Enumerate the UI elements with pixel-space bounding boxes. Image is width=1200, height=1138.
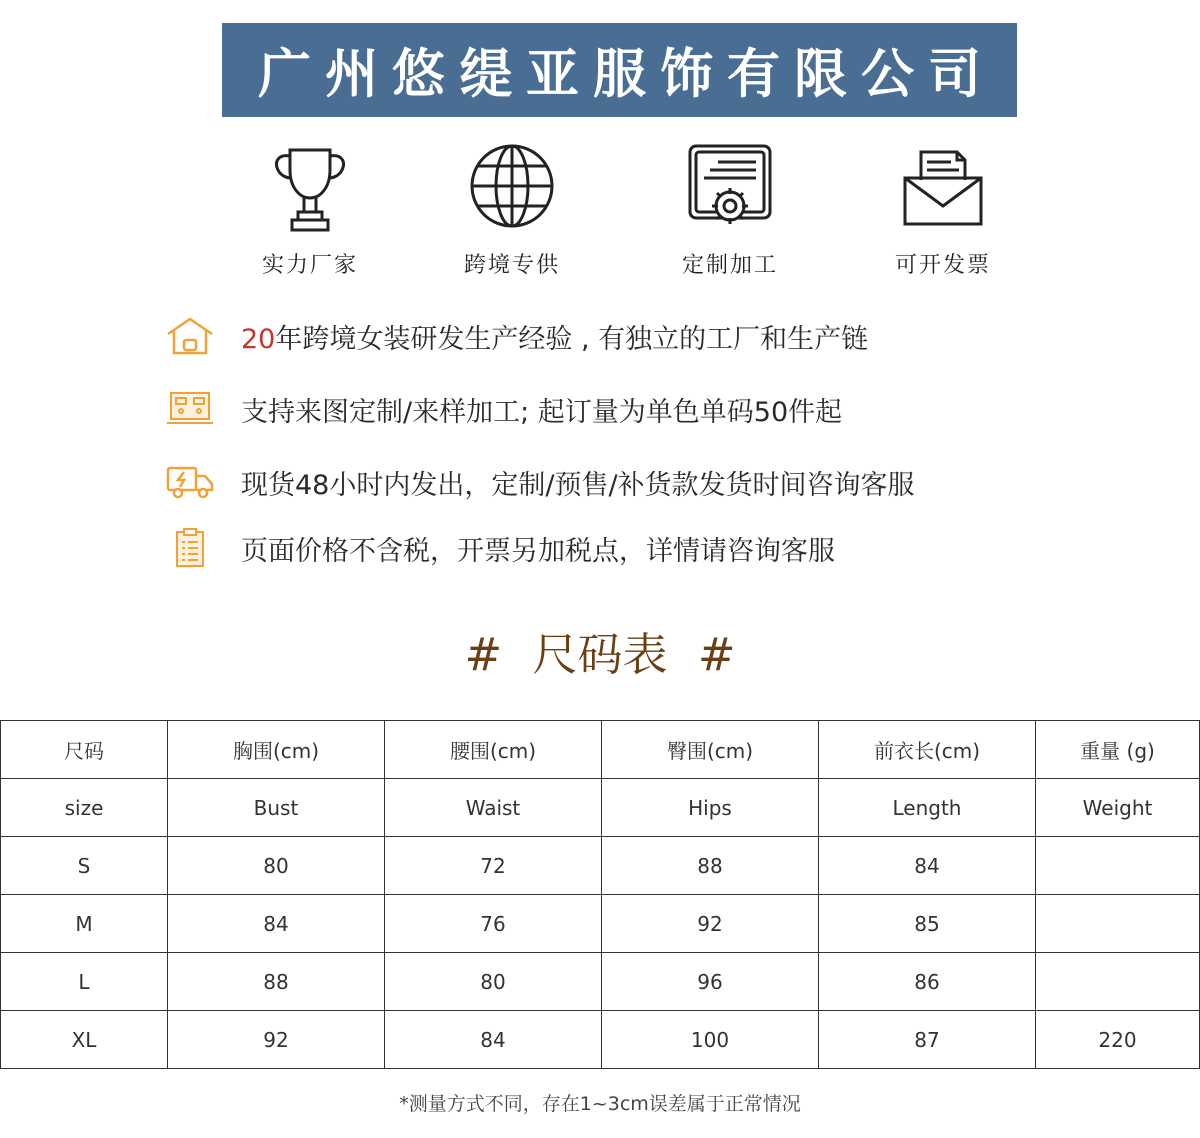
table-cell	[1036, 895, 1200, 953]
point-text: 20年跨境女装研发生产经验 , 有独立的工厂和生产链	[241, 323, 869, 355]
size-chart-title	[0, 618, 1200, 683]
feature-strength	[230, 140, 390, 278]
table-header-cell: 臀围(cm)	[602, 721, 819, 779]
table-cell: 86	[819, 953, 1036, 1011]
table-cell: S	[1, 837, 168, 895]
company-banner	[222, 23, 1017, 117]
certificate-gear-icon	[680, 140, 780, 240]
size-table	[0, 720, 1200, 1069]
point-tax	[165, 526, 835, 570]
point-shipping	[165, 460, 915, 504]
table-cell	[1036, 837, 1200, 895]
table-cell: 85	[819, 895, 1036, 953]
table-row	[1, 837, 1200, 895]
clipboard-icon	[165, 526, 217, 570]
table-cell: 87	[819, 1011, 1036, 1069]
table-header-cell: size	[1, 779, 168, 837]
table-cell: 92	[168, 1011, 385, 1069]
table-cell: 84	[819, 837, 1036, 895]
table-cell: 80	[385, 953, 602, 1011]
feature-invoice	[863, 140, 1023, 278]
feature-label: 可开发票	[894, 253, 991, 278]
table-header-cell: 尺码	[1, 721, 168, 779]
table-cell: 80	[168, 837, 385, 895]
table-header-cell: Length	[819, 779, 1036, 837]
table-cell	[1036, 953, 1200, 1011]
invoice-envelope-icon	[893, 140, 993, 240]
table-row	[1, 1011, 1200, 1069]
table-header-row-cn	[1, 721, 1200, 779]
table-header-row-en	[1, 779, 1200, 837]
point-text: 现货48小时内发出，定制/预售/补货款发货时间咨询客服	[241, 469, 915, 501]
table-cell: L	[1, 953, 168, 1011]
table-cell: 92	[602, 895, 819, 953]
table-cell: 88	[168, 953, 385, 1011]
point-experience	[165, 314, 868, 358]
delivery-truck-icon	[165, 460, 217, 504]
table-header-cell: Waist	[385, 779, 602, 837]
measurement-note: *测量方式不同，存在1~3cm误差属于正常情况	[399, 1093, 801, 1115]
point-text: 支持来图定制/来样加工; 起订量为单色单码50件起	[241, 396, 843, 428]
table-cell: 84	[168, 895, 385, 953]
point-customization	[165, 387, 842, 431]
table-cell: 84	[385, 1011, 602, 1069]
company-name: 广州悠缇亚服饰有限公司	[258, 44, 995, 105]
table-cell: 88	[602, 837, 819, 895]
table-header-cell: 腰围(cm)	[385, 721, 602, 779]
table-header-cell: 胸围(cm)	[168, 721, 385, 779]
table-row	[1, 953, 1200, 1011]
table-cell: 220	[1036, 1011, 1200, 1069]
table-cell: 72	[385, 837, 602, 895]
feature-label: 跨境专供	[463, 253, 560, 278]
table-row	[1, 895, 1200, 953]
table-header-cell: Bust	[168, 779, 385, 837]
house-icon	[165, 314, 217, 358]
size-chart-title-text: 尺码表	[516, 618, 683, 683]
table-header-cell: 前衣长(cm)	[819, 721, 1036, 779]
feature-label: 实力厂家	[261, 253, 358, 278]
point-text: 页面价格不含税，开票另加税点，详情请咨询客服	[241, 535, 835, 567]
feature-crossborder	[432, 140, 592, 278]
table-cell: 100	[602, 1011, 819, 1069]
table-cell: XL	[1, 1011, 168, 1069]
table-cell: 76	[385, 895, 602, 953]
trophy-icon	[260, 140, 360, 240]
laptop-icon	[165, 387, 217, 431]
table-header-cell: Weight	[1036, 779, 1200, 837]
hash-mark: #	[697, 628, 736, 681]
table-cell: M	[1, 895, 168, 953]
table-cell: 96	[602, 953, 819, 1011]
feature-label: 定制加工	[681, 253, 778, 278]
feature-custom	[650, 140, 810, 278]
globe-icon	[462, 140, 562, 240]
table-header-cell: 重量 (g)	[1036, 721, 1200, 779]
table-header-cell: Hips	[602, 779, 819, 837]
hash-mark: #	[464, 628, 503, 681]
